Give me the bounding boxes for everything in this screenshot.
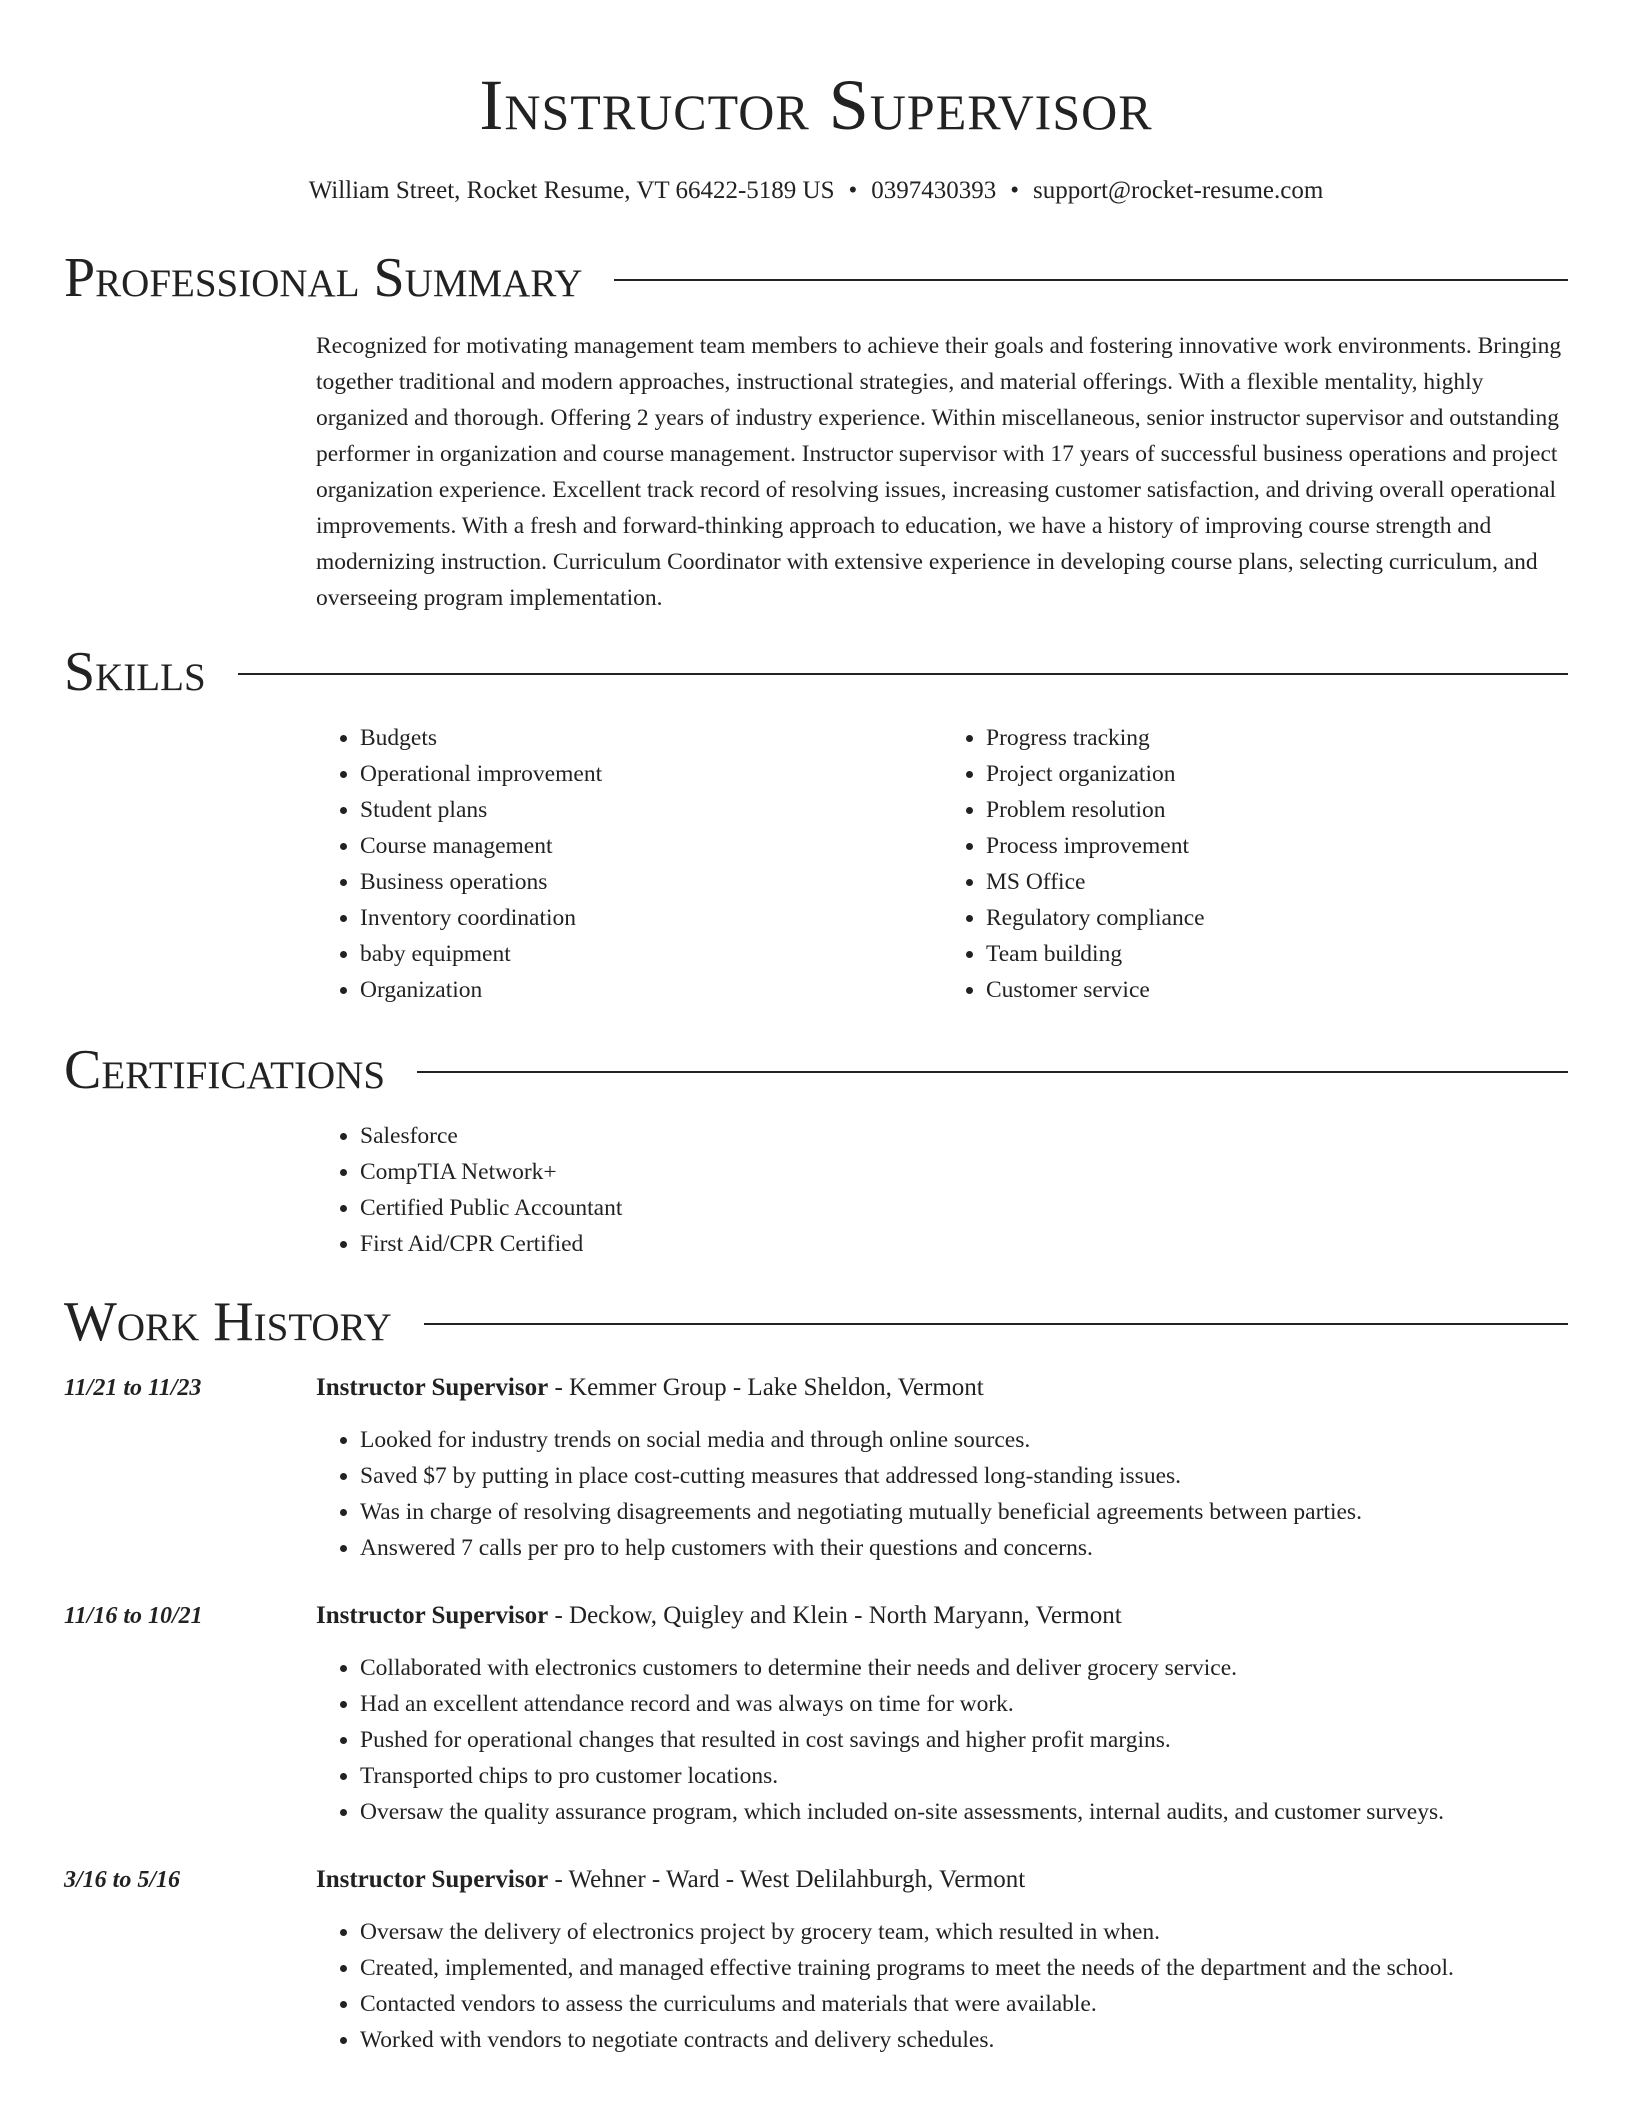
contact-separator: • (1010, 177, 1020, 204)
job-bullet: • Created, implemented, and managed effective training programs to meet the needs of the department and the school. (360, 1950, 1568, 1986)
job-bullets (316, 1422, 1568, 1566)
job-entry (64, 1598, 1568, 1830)
section-divider (424, 1323, 1568, 1325)
job-heading (316, 1370, 1568, 1406)
job-bullet: • Looked for industry trends on social media and through online sources. (360, 1422, 1568, 1458)
certification-item: • Salesforce (360, 1118, 1568, 1154)
job-employer: - Deckow, Quigley and Klein - North Maryann, Vermont (548, 1602, 1122, 1629)
skill-item: • Regulatory compliance (986, 900, 1568, 936)
job-dates: 3/16 to 5/16 (64, 1867, 181, 1893)
job-body (316, 1862, 1568, 2058)
job-role: Instructor Supervisor (316, 1374, 549, 1401)
section-title-work-history: Work History (64, 1291, 392, 1353)
skill-item: • Customer service (986, 972, 1568, 1008)
job-bullets (316, 1914, 1568, 2058)
contact-address: William Street, Rocket Resume, VT 66422-5189 US (308, 177, 835, 204)
section-title-certifications: Certifications (64, 1039, 386, 1101)
certifications-items (316, 1118, 1568, 1262)
job-bullet: • Collaborated with electronics customers to determine their needs and deliver grocery service. (360, 1650, 1568, 1686)
job-bullet: • Saved $7 by putting in place cost-cutting measures that addressed long-standing issues. (360, 1458, 1568, 1494)
skill-item: • Problem resolution (986, 792, 1568, 828)
section-title-skills: Skills (64, 641, 206, 703)
skill-item: • Budgets (360, 720, 942, 756)
skill-item: • Business operations (360, 864, 942, 900)
section-header-summary (64, 248, 1568, 308)
contact-line (64, 176, 1568, 206)
job-bullet: • Oversaw the delivery of electronics project by grocery team, which resulted in when. (360, 1914, 1568, 1950)
page-title: Instructor Supervisor (479, 65, 1153, 145)
job-body (316, 1598, 1568, 1830)
section-divider (614, 279, 1568, 281)
job-dates: 11/21 to 11/23 (64, 1375, 202, 1401)
job-body (316, 1370, 1568, 1566)
job-bullet: • Pushed for operational changes that resulted in cost savings and higher profit margins. (360, 1722, 1568, 1758)
skill-item: • Process improvement (986, 828, 1568, 864)
job-heading (316, 1598, 1568, 1634)
skills-column-right (942, 720, 1568, 1008)
certification-item: • CompTIA Network+ (360, 1154, 1568, 1190)
job-bullet: • Transported chips to pro customer locations. (360, 1758, 1568, 1794)
section-header-skills (64, 642, 1568, 702)
summary-text: Recognized for motivating management team members to achieve their goals and fostering innovative work environments. Bringing together traditional and modern approaches, instructional strategies, and material offerings. With a flexible mentality, highly organized and thorough. Offering 2 years of industry experience. Within miscellaneous, senior instructor supervisor and outstanding performer in organization and course management. Instructor supervisor with 17 years of successful business operations and project organization experience. Excellent track record of resolving issues, increasing customer satisfaction, and driving overall operational improvements. With a fresh and forward-thinking approach to education, we have a history of improving course strength and modernizing instruction. Curriculum Coordinator with extensive experience in developing course plans, selecting curriculum, and overseeing program implementation. (316, 333, 1562, 611)
skills-list (316, 720, 1568, 1008)
skill-item: • Organization (360, 972, 942, 1008)
job-role: Instructor Supervisor (316, 1866, 549, 1893)
certifications-list (316, 1118, 1568, 1262)
skill-item: • Operational improvement (360, 756, 942, 792)
skill-item: • MS Office (986, 864, 1568, 900)
section-header-certifications (64, 1040, 1568, 1100)
certification-item: • Certified Public Accountant (360, 1190, 1568, 1226)
job-entry (64, 1370, 1568, 1566)
skill-item: • Team building (986, 936, 1568, 972)
section-header-work-history (64, 1292, 1568, 1352)
job-bullet: • Answered 7 calls per pro to help customers with their questions and concerns. (360, 1530, 1568, 1566)
contact-phone: 0397430393 (871, 177, 997, 204)
job-employer: - Kemmer Group - Lake Sheldon, Vermont (548, 1374, 984, 1401)
certification-item: • First Aid/CPR Certified (360, 1226, 1568, 1262)
skill-item: • Inventory coordination (360, 900, 942, 936)
contact-email: support@rocket-resume.com (1033, 177, 1324, 204)
skill-item: • baby equipment (360, 936, 942, 972)
section-divider (417, 1071, 1568, 1073)
job-bullets (316, 1650, 1568, 1830)
job-entry (64, 1862, 1568, 2058)
section-title-summary: Professional Summary (64, 247, 583, 309)
job-dates: 11/16 to 10/21 (64, 1603, 203, 1629)
skill-item: • Student plans (360, 792, 942, 828)
section-divider (238, 673, 1568, 675)
skill-item: • Progress tracking (986, 720, 1568, 756)
skill-item: • Project organization (986, 756, 1568, 792)
work-history-list (64, 1370, 1568, 2058)
job-bullet: • Was in charge of resolving disagreements and negotiating mutually beneficial agreements between parties. (360, 1494, 1568, 1530)
job-bullet: • Worked with vendors to negotiate contracts and delivery schedules. (360, 2022, 1568, 2058)
job-heading (316, 1862, 1568, 1898)
job-bullet: • Oversaw the quality assurance program, which included on-site assessments, internal audits, and customer surveys. (360, 1794, 1568, 1830)
job-bullet: • Had an excellent attendance record and was always on time for work. (360, 1686, 1568, 1722)
job-bullet: • Contacted vendors to assess the curriculums and materials that were available. (360, 1986, 1568, 2022)
job-employer: - Wehner - Ward - West Delilahburgh, Vermont (548, 1866, 1026, 1893)
job-role: Instructor Supervisor (316, 1602, 549, 1629)
contact-separator: • (848, 177, 858, 204)
skills-column-left (316, 720, 942, 1008)
skill-item: • Course management (360, 828, 942, 864)
